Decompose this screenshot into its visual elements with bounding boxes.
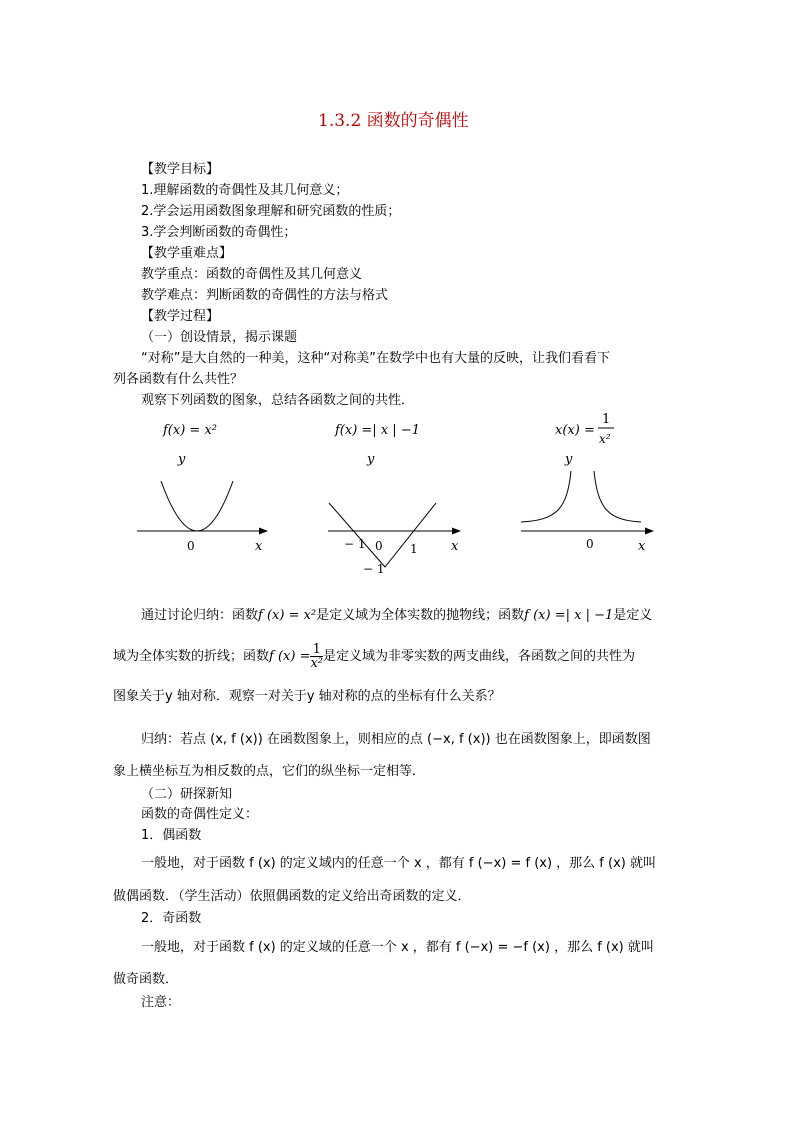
even-line-2: 做偶函数．（学生活动）依照偶函数的定义给出奇函数的定义． xyxy=(113,889,471,904)
definition-heading: 函数的奇偶性定义： xyxy=(141,807,259,822)
objectives-heading: 【教学目标】 xyxy=(141,162,220,177)
graph2-abs-line xyxy=(329,503,436,567)
discussion-line-2: 域为全体实数的折线；函数f (x) = $\frac{1}{\text{x²}}$ 是定义域为非零实数的两支曲线，各函数之间的共性为 xyxy=(113,642,636,671)
intro-line-2: 列各函数有什么共性？ xyxy=(113,372,244,387)
graph2-pos1: 1 xyxy=(410,542,418,556)
graph3-arrow xyxy=(645,528,654,535)
odd-title: 2．奇函数 xyxy=(141,911,202,926)
process-heading: 【教学过程】 xyxy=(141,309,220,324)
graph2-neg1-below: − 1 xyxy=(363,562,385,576)
graph2-origin: 0 xyxy=(375,539,383,553)
odd-line-1: 一般地，对于函数 f (x) 的定义域的任意一个 x ，都有 f (−x) = −f (x) ，那么 f (x) 就叫 xyxy=(141,940,654,955)
graph3-y-label: y xyxy=(565,452,573,467)
objective-item: 2.学会运用函数图象理解和研究函数的性质； xyxy=(141,204,401,219)
odd-line-2: 做奇函数． xyxy=(113,972,179,987)
objective-item: 3.学会判断函数的奇偶性； xyxy=(141,225,297,240)
even-line-1: 一般地，对于函数 f (x) 的定义域内的任意一个 x ，都有 f (−x) = f (x) ，那么 f (x) 就叫 xyxy=(141,856,656,871)
graph1-label: f(x) = x² xyxy=(163,423,217,438)
graph3-origin: 0 xyxy=(586,537,594,551)
graph3-right-branch xyxy=(594,471,641,522)
graph1-origin: 0 xyxy=(187,539,195,553)
page-title: 1.3.2 函数的奇偶性 xyxy=(318,111,469,131)
summary-line-2: 象上横坐标互为相反数的点，它们的纵坐标一定相等． xyxy=(113,764,426,779)
observe-text: 观察下列函数的图象，总结各函数之间的共性． xyxy=(141,393,415,408)
graph2-neg1: − 1 xyxy=(344,537,366,551)
graph3-num: 1 xyxy=(602,412,611,427)
graph1-x-label: x xyxy=(255,539,263,554)
graph1-y-label: y xyxy=(178,452,186,467)
graph1-arrow xyxy=(259,528,268,535)
section1-heading: （一）创设情景，揭示课题 xyxy=(141,330,298,345)
discussion-line-1: 通过讨论归纳：函数f (x) = x²是定义域为全体实数的抛物线；函数f (x) =| x | −1是定义 xyxy=(141,608,653,623)
summary-line-1: 归纳：若点 (x, f (x)) 在函数图象上，则相应的点 (−x, f (x)) 也在函数图象上，即函数图 xyxy=(141,732,651,747)
graph2-arrow xyxy=(452,528,461,535)
graph2-x-label: x xyxy=(451,539,459,554)
graph3-x-label: x xyxy=(638,539,646,554)
intro-line-1: “对称”是大自然的一种美，这种“对称美”在数学中也有大量的反映，让我们看看下 xyxy=(141,351,610,366)
graph2-y-label: y xyxy=(367,452,375,467)
key-difficulty: 教学难点：判断函数的奇偶性的方法与格式 xyxy=(141,288,389,303)
objective-item: 1.理解函数的奇偶性及其几何意义； xyxy=(141,183,349,198)
keypoints-heading: 【教学重难点】 xyxy=(141,246,233,261)
graph1-parabola xyxy=(161,481,233,531)
note-label: 注意： xyxy=(141,995,181,1010)
section2-heading: （二）研探新知 xyxy=(141,787,233,802)
graph2-label: f(x) =| x | −1 xyxy=(335,423,420,438)
graph3-label: x(x) = xyxy=(555,423,595,438)
even-title: 1．偶函数 xyxy=(141,828,202,843)
graph3-den: x² xyxy=(599,432,611,446)
function-graphs xyxy=(0,405,794,580)
discussion-line-3: 图象关于y 轴对称．观察一对关于y 轴对称的点的坐标有什么关系？ xyxy=(113,689,501,704)
graph3-left-branch xyxy=(521,471,571,522)
key-focus: 教学重点：函数的奇偶性及其几何意义 xyxy=(141,267,363,282)
